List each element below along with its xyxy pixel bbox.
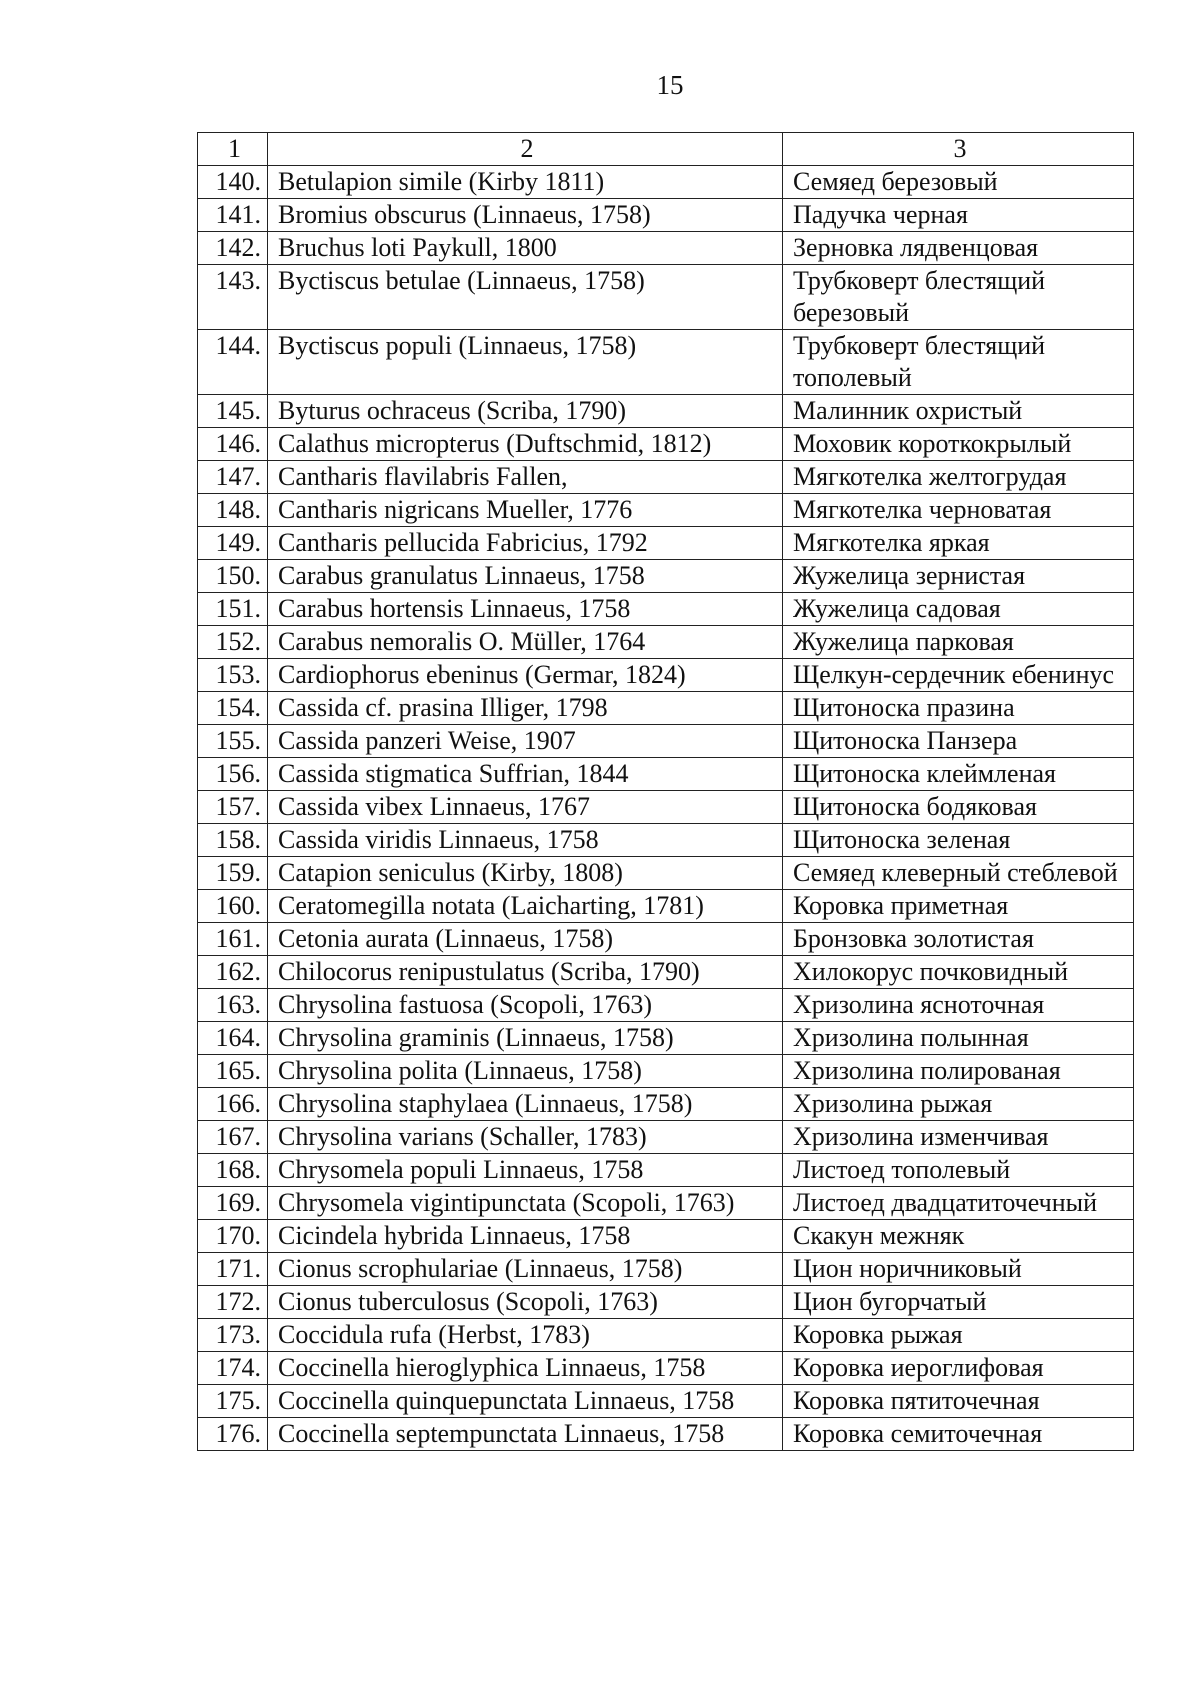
- table-row: [198, 989, 1134, 1022]
- latin-name-cell: Cionus scrophulariae (Linnaeus, 1758): [268, 1253, 783, 1286]
- russian-name-cell: Хризолина полированая: [783, 1055, 1134, 1088]
- row-number-cell: 170.: [198, 1220, 268, 1253]
- table-row: [198, 923, 1134, 956]
- header-cell-number: 1: [198, 133, 268, 166]
- russian-name-cell: Хризолина изменчивая: [783, 1121, 1134, 1154]
- russian-name-cell: Зерновка лядвенцовая: [783, 232, 1134, 265]
- russian-name-cell: Щитоноска Панзера: [783, 725, 1134, 758]
- row-number-cell: 172.: [198, 1286, 268, 1319]
- russian-name-cell: Листоед тополевый: [783, 1154, 1134, 1187]
- table-row: [198, 428, 1134, 461]
- row-number-cell: 158.: [198, 824, 268, 857]
- table-row: [198, 890, 1134, 923]
- table-row: [198, 1220, 1134, 1253]
- latin-name-cell: Bruchus loti Paykull, 1800: [268, 232, 783, 265]
- table-row: [198, 199, 1134, 232]
- row-number-cell: 174.: [198, 1352, 268, 1385]
- latin-name-cell: Carabus nemoralis O. Müller, 1764: [268, 626, 783, 659]
- russian-name-cell: Моховик короткокрылый: [783, 428, 1134, 461]
- row-number-cell: 165.: [198, 1055, 268, 1088]
- table-row: [198, 692, 1134, 725]
- latin-name-cell: Cassida cf. prasina Illiger, 1798: [268, 692, 783, 725]
- row-number-cell: 175.: [198, 1385, 268, 1418]
- table-row: [198, 626, 1134, 659]
- table-row: [198, 1418, 1134, 1451]
- latin-name-cell: Cassida vibex Linnaeus, 1767: [268, 791, 783, 824]
- russian-name-cell: Хризолина полынная: [783, 1022, 1134, 1055]
- table-row: [198, 232, 1134, 265]
- row-number-cell: 152.: [198, 626, 268, 659]
- table-row: [198, 1352, 1134, 1385]
- latin-name-cell: Byctiscus betulae (Linnaeus, 1758): [268, 265, 783, 330]
- header-cell-latin: 2: [268, 133, 783, 166]
- row-number-cell: 166.: [198, 1088, 268, 1121]
- row-number-cell: 154.: [198, 692, 268, 725]
- row-number-cell: 173.: [198, 1319, 268, 1352]
- table-row: [198, 560, 1134, 593]
- row-number-cell: 146.: [198, 428, 268, 461]
- row-number-cell: 161.: [198, 923, 268, 956]
- latin-name-cell: Cardiophorus ebeninus (Germar, 1824): [268, 659, 783, 692]
- table-row: [198, 725, 1134, 758]
- latin-name-cell: Cetonia aurata (Linnaeus, 1758): [268, 923, 783, 956]
- table-row: [198, 1022, 1134, 1055]
- latin-name-cell: Coccinella quinquepunctata Linnaeus, 1758: [268, 1385, 783, 1418]
- row-number-cell: 151.: [198, 593, 268, 626]
- latin-name-cell: Cicindela hybrida Linnaeus, 1758: [268, 1220, 783, 1253]
- russian-name-cell: Падучка черная: [783, 199, 1134, 232]
- russian-name-cell: Щелкун-сердечник ебенинус: [783, 659, 1134, 692]
- latin-name-cell: Coccidula rufa (Herbst, 1783): [268, 1319, 783, 1352]
- russian-name-cell: Цион бугорчатый: [783, 1286, 1134, 1319]
- row-number-cell: 153.: [198, 659, 268, 692]
- header-cell-russian: 3: [783, 133, 1134, 166]
- russian-name-cell: Листоед двадцатиточечный: [783, 1187, 1134, 1220]
- russian-name-cell: Цион норичниковый: [783, 1253, 1134, 1286]
- russian-name-cell: Коровка приметная: [783, 890, 1134, 923]
- russian-name-cell: Щитоноска бодяковая: [783, 791, 1134, 824]
- latin-name-cell: Chrysomela populi Linnaeus, 1758: [268, 1154, 783, 1187]
- latin-name-cell: Catapion seniculus (Kirby, 1808): [268, 857, 783, 890]
- row-number-cell: 145.: [198, 395, 268, 428]
- latin-name-cell: Cionus tuberculosus (Scopoli, 1763): [268, 1286, 783, 1319]
- page-number: 15: [656, 70, 684, 100]
- latin-name-cell: Carabus hortensis Linnaeus, 1758: [268, 593, 783, 626]
- russian-name-cell: Семяед березовый: [783, 166, 1134, 199]
- russian-name-cell: Семяед клеверный стеблевой: [783, 857, 1134, 890]
- row-number-cell: 176.: [198, 1418, 268, 1451]
- latin-name-cell: Calathus micropterus (Duftschmid, 1812): [268, 428, 783, 461]
- row-number-cell: 168.: [198, 1154, 268, 1187]
- russian-name-cell: Трубковерт блестящий березовый: [783, 265, 1134, 330]
- russian-name-cell: Жужелица парковая: [783, 626, 1134, 659]
- latin-name-cell: Chrysolina fastuosa (Scopoli, 1763): [268, 989, 783, 1022]
- row-number-cell: 160.: [198, 890, 268, 923]
- latin-name-cell: Chrysolina staphylaea (Linnaeus, 1758): [268, 1088, 783, 1121]
- table-row: [198, 330, 1134, 395]
- table-row: [198, 265, 1134, 330]
- row-number-cell: 162.: [198, 956, 268, 989]
- russian-name-cell: Скакун межняк: [783, 1220, 1134, 1253]
- russian-name-cell: Хилокорус почковидный: [783, 956, 1134, 989]
- row-number-cell: 149.: [198, 527, 268, 560]
- russian-name-cell: Хризолина ясноточная: [783, 989, 1134, 1022]
- russian-name-cell: Жужелица садовая: [783, 593, 1134, 626]
- latin-name-cell: Cassida panzeri Weise, 1907: [268, 725, 783, 758]
- table-row: [198, 857, 1134, 890]
- table-row: [198, 1088, 1134, 1121]
- latin-name-cell: Byturus ochraceus (Scriba, 1790): [268, 395, 783, 428]
- russian-name-cell: Хризолина рыжая: [783, 1088, 1134, 1121]
- table-row: [198, 956, 1134, 989]
- russian-name-cell: Коровка семиточечная: [783, 1418, 1134, 1451]
- row-number-cell: 164.: [198, 1022, 268, 1055]
- russian-name-cell: Жужелица зернистая: [783, 560, 1134, 593]
- row-number-cell: 156.: [198, 758, 268, 791]
- russian-name-cell: Коровка рыжая: [783, 1319, 1134, 1352]
- row-number-cell: 167.: [198, 1121, 268, 1154]
- russian-name-cell: Коровка иероглифовая: [783, 1352, 1134, 1385]
- latin-name-cell: Cantharis flavilabris Fallen,: [268, 461, 783, 494]
- row-number-cell: 143.: [198, 265, 268, 330]
- row-number-cell: 163.: [198, 989, 268, 1022]
- row-number-cell: 147.: [198, 461, 268, 494]
- latin-name-cell: Cantharis pellucida Fabricius, 1792: [268, 527, 783, 560]
- latin-name-cell: Carabus granulatus Linnaeus, 1758: [268, 560, 783, 593]
- table-row: [198, 1319, 1134, 1352]
- latin-name-cell: Cassida viridis Linnaeus, 1758: [268, 824, 783, 857]
- latin-name-cell: Cantharis nigricans Mueller, 1776: [268, 494, 783, 527]
- table-row: [198, 1154, 1134, 1187]
- table-row: [198, 166, 1134, 199]
- russian-name-cell: Щитоноска клеймленая: [783, 758, 1134, 791]
- row-number-cell: 140.: [198, 166, 268, 199]
- latin-name-cell: Chilocorus renipustulatus (Scriba, 1790): [268, 956, 783, 989]
- table-row: [198, 1055, 1134, 1088]
- row-number-cell: 141.: [198, 199, 268, 232]
- latin-name-cell: Coccinella septempunctata Linnaeus, 1758: [268, 1418, 783, 1451]
- latin-name-cell: Byctiscus populi (Linnaeus, 1758): [268, 330, 783, 395]
- table-body: [198, 133, 1134, 1451]
- latin-name-cell: Chrysolina varians (Schaller, 1783): [268, 1121, 783, 1154]
- table-row: [198, 494, 1134, 527]
- russian-name-cell: Мягкотелка желтогрудая: [783, 461, 1134, 494]
- row-number-cell: 150.: [198, 560, 268, 593]
- russian-name-cell: Мягкотелка черноватая: [783, 494, 1134, 527]
- latin-name-cell: Chrysolina polita (Linnaeus, 1758): [268, 1055, 783, 1088]
- table-row: [198, 461, 1134, 494]
- latin-name-cell: Cassida stigmatica Suffrian, 1844: [268, 758, 783, 791]
- table-header-row: [198, 133, 1134, 166]
- table-row: [198, 1286, 1134, 1319]
- row-number-cell: 155.: [198, 725, 268, 758]
- table-row: [198, 395, 1134, 428]
- table-row: [198, 791, 1134, 824]
- latin-name-cell: Coccinella hieroglyphica Linnaeus, 1758: [268, 1352, 783, 1385]
- russian-name-cell: Щитоноска зеленая: [783, 824, 1134, 857]
- species-table: [197, 132, 1134, 1451]
- table-row: [198, 1187, 1134, 1220]
- russian-name-cell: Мягкотелка яркая: [783, 527, 1134, 560]
- table-row: [198, 824, 1134, 857]
- latin-name-cell: Ceratomegilla notata (Laicharting, 1781): [268, 890, 783, 923]
- russian-name-cell: Трубковерт блестящий тополевый: [783, 330, 1134, 395]
- russian-name-cell: Щитоноска празина: [783, 692, 1134, 725]
- table-row: [198, 758, 1134, 791]
- table-row: [198, 1253, 1134, 1286]
- row-number-cell: 144.: [198, 330, 268, 395]
- table-row: [198, 1385, 1134, 1418]
- table-row: [198, 593, 1134, 626]
- row-number-cell: 171.: [198, 1253, 268, 1286]
- row-number-cell: 142.: [198, 232, 268, 265]
- row-number-cell: 159.: [198, 857, 268, 890]
- russian-name-cell: Коровка пятиточечная: [783, 1385, 1134, 1418]
- row-number-cell: 148.: [198, 494, 268, 527]
- latin-name-cell: Chrysolina graminis (Linnaeus, 1758): [268, 1022, 783, 1055]
- russian-name-cell: Малинник охристый: [783, 395, 1134, 428]
- latin-name-cell: Betulapion simile (Kirby 1811): [268, 166, 783, 199]
- table-row: [198, 659, 1134, 692]
- row-number-cell: 157.: [198, 791, 268, 824]
- table-row: [198, 527, 1134, 560]
- table-row: [198, 1121, 1134, 1154]
- latin-name-cell: Bromius obscurus (Linnaeus, 1758): [268, 199, 783, 232]
- russian-name-cell: Бронзовка золотистая: [783, 923, 1134, 956]
- row-number-cell: 169.: [198, 1187, 268, 1220]
- latin-name-cell: Chrysomela vigintipunctata (Scopoli, 1763): [268, 1187, 783, 1220]
